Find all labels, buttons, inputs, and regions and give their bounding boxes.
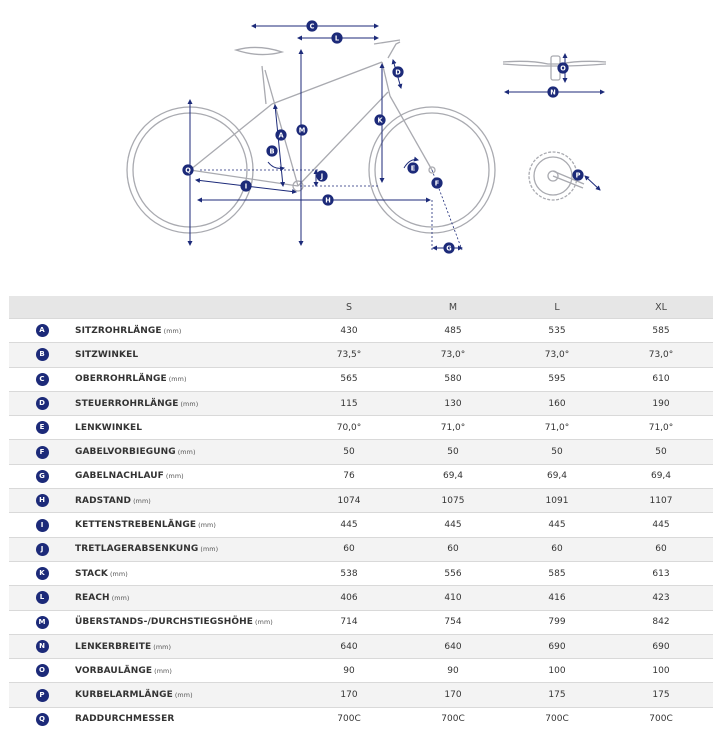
row-key-badge: C [36,373,49,386]
value-cell: 613 [609,561,713,585]
row-key-cell [9,634,75,658]
value-cell: 700C [609,707,713,731]
value-cell: 445 [609,513,713,537]
table-row [9,440,713,464]
row-key-badge: J [36,543,49,556]
svg-text:O: O [560,64,566,72]
svg-text:B: B [269,147,274,155]
value-cell: 115 [297,391,401,415]
svg-text:G: G [446,244,451,252]
row-label-cell [75,489,297,513]
row-key-cell [9,683,75,707]
table-body [9,319,713,731]
row-label: STEUERROHRLÄNGE [75,399,178,409]
row-label-cell [75,416,297,440]
row-key-badge: N [36,640,49,653]
value-cell: 485 [401,319,505,343]
row-label-cell [75,561,297,585]
row-key-cell [9,416,75,440]
svg-text:F: F [435,179,440,187]
row-label: REACH [75,593,110,603]
value-cell: 535 [505,319,609,343]
row-unit: (mm) [154,667,172,675]
row-label-cell [75,683,297,707]
table-row [9,537,713,561]
value-cell: 60 [609,537,713,561]
row-key-badge: L [36,591,49,604]
value-cell: 799 [505,610,609,634]
row-label-cell [75,367,297,391]
row-key-badge: P [36,689,49,702]
dim-line-p [585,176,600,190]
row-label-cell [75,513,297,537]
table-row [9,659,713,683]
row-label-cell [75,707,297,731]
row-key-cell [9,586,75,610]
diagram-callouts [182,20,583,253]
value-cell: 1075 [401,489,505,513]
value-cell: 556 [401,561,505,585]
value-cell: 700C [505,707,609,731]
value-cell: 538 [297,561,401,585]
table-row [9,489,713,513]
table-row [9,416,713,440]
row-unit: (mm) [110,570,128,578]
row-key-badge: F [36,446,49,459]
table-header-row [9,296,713,319]
value-cell: 445 [505,513,609,537]
value-cell: 565 [297,367,401,391]
bike-geometry-diagram [0,0,720,290]
svg-text:E: E [411,164,416,172]
value-cell: 130 [401,391,505,415]
row-unit: (mm) [133,497,151,505]
row-label: GABELNACHLAUF [75,471,164,481]
row-key-cell [9,343,75,367]
size-header-s: S [297,296,401,319]
size-header-m: M [401,296,505,319]
row-label: OBERROHRLÄNGE [75,374,167,384]
row-label: RADSTAND [75,496,131,506]
value-cell: 69,4 [505,464,609,488]
bike-frame-drawing [127,40,495,233]
value-cell: 100 [609,659,713,683]
row-key-cell [9,707,75,731]
table-row [9,586,713,610]
row-label: TRETLAGERABSENKUNG [75,544,198,554]
row-label: SITZWINKEL [75,350,138,360]
handlebar-top-view [503,56,606,80]
table-row [9,561,713,585]
row-key-badge: M [36,616,49,629]
row-key-cell [9,319,75,343]
table-row [9,367,713,391]
row-label-cell [75,610,297,634]
row-key-badge: H [36,494,49,507]
table-row [9,683,713,707]
svg-text:J: J [320,172,323,180]
row-key-cell [9,489,75,513]
value-cell: 430 [297,319,401,343]
row-label: KETTENSTREBENLÄNGE [75,520,196,530]
value-cell: 73,5° [297,343,401,367]
row-label: KURBELARMLÄNGE [75,690,173,700]
value-cell: 90 [401,659,505,683]
row-label: VORBAULÄNGE [75,666,152,676]
row-unit: (mm) [112,594,130,602]
row-key-badge: O [36,664,49,677]
row-key-badge: K [36,567,49,580]
row-key-badge: I [36,519,49,532]
row-label-cell [75,391,297,415]
svg-text:M: M [299,126,306,134]
svg-text:N: N [550,88,556,96]
row-key-badge: Q [36,713,49,726]
value-cell: 50 [401,440,505,464]
value-cell: 50 [505,440,609,464]
value-cell: 1107 [609,489,713,513]
size-header-xl: XL [609,296,713,319]
row-label-cell [75,464,297,488]
row-key-cell [9,464,75,488]
table-row [9,319,713,343]
value-cell: 76 [297,464,401,488]
geometry-table [9,296,713,731]
value-cell: 410 [401,586,505,610]
value-cell: 175 [505,683,609,707]
row-key-cell [9,513,75,537]
value-cell: 73,0° [609,343,713,367]
value-cell: 585 [609,319,713,343]
row-label: STACK [75,569,108,579]
table-row [9,513,713,537]
row-key-cell [9,561,75,585]
value-cell: 610 [609,367,713,391]
row-label: LENKERBREITE [75,642,151,652]
row-unit: (mm) [255,618,273,626]
row-unit: (mm) [178,448,196,456]
value-cell: 71,0° [505,416,609,440]
value-cell: 100 [505,659,609,683]
value-cell: 69,4 [609,464,713,488]
row-label-cell [75,319,297,343]
table-row [9,707,713,731]
header-blank [9,296,75,319]
row-key-badge: D [36,397,49,410]
header-blank [75,296,297,319]
value-cell: 640 [297,634,401,658]
value-cell: 423 [609,586,713,610]
value-cell: 60 [297,537,401,561]
value-cell: 416 [505,586,609,610]
table-row [9,464,713,488]
table-row [9,634,713,658]
value-cell: 842 [609,610,713,634]
value-cell: 640 [401,634,505,658]
row-key-badge: A [36,324,49,337]
value-cell: 595 [505,367,609,391]
row-label: LENKWINKEL [75,423,142,433]
row-key-cell [9,367,75,391]
row-key-badge: G [36,470,49,483]
table-row [9,391,713,415]
row-key-cell [9,391,75,415]
value-cell: 90 [297,659,401,683]
row-key-badge: E [36,421,49,434]
value-cell: 1091 [505,489,609,513]
value-cell: 190 [609,391,713,415]
value-cell: 445 [401,513,505,537]
row-unit: (mm) [166,472,184,480]
value-cell: 700C [297,707,401,731]
value-cell: 60 [505,537,609,561]
row-key-cell [9,440,75,464]
value-cell: 170 [401,683,505,707]
row-key-cell [9,537,75,561]
row-unit: (mm) [200,545,218,553]
value-cell: 690 [505,634,609,658]
svg-text:Q: Q [185,166,191,174]
svg-text:I: I [245,182,247,190]
value-cell: 170 [297,683,401,707]
row-label-cell [75,440,297,464]
svg-text:H: H [325,196,331,204]
row-unit: (mm) [169,375,187,383]
svg-text:D: D [395,68,401,76]
value-cell: 71,0° [609,416,713,440]
size-header-l: L [505,296,609,319]
value-cell: 160 [505,391,609,415]
svg-text:L: L [335,34,340,42]
value-cell: 1074 [297,489,401,513]
value-cell: 71,0° [401,416,505,440]
row-label-cell [75,537,297,561]
row-key-cell [9,659,75,683]
table-row [9,343,713,367]
row-unit: (mm) [175,691,193,699]
row-unit: (mm) [164,327,182,335]
row-label: SITZROHRLÄNGE [75,326,162,336]
row-key-badge: B [36,348,49,361]
row-label-cell [75,634,297,658]
value-cell: 445 [297,513,401,537]
svg-text:C: C [310,22,315,30]
row-label: ÜBERSTANDS-/DURCHSTIEGSHÖHE [75,617,253,627]
value-cell: 69,4 [401,464,505,488]
svg-text:P: P [576,171,581,179]
row-label: GABELVORBIEGUNG [75,447,176,457]
row-label-cell [75,659,297,683]
svg-text:A: A [278,131,284,139]
row-label: RADDURCHMESSER [75,714,174,724]
value-cell: 60 [401,537,505,561]
value-cell: 73,0° [505,343,609,367]
value-cell: 754 [401,610,505,634]
row-unit: (mm) [180,400,198,408]
value-cell: 585 [505,561,609,585]
value-cell: 690 [609,634,713,658]
svg-text:K: K [377,116,383,124]
value-cell: 580 [401,367,505,391]
table-row [9,610,713,634]
row-key-cell [9,610,75,634]
value-cell: 70,0° [297,416,401,440]
value-cell: 700C [401,707,505,731]
value-cell: 406 [297,586,401,610]
value-cell: 73,0° [401,343,505,367]
row-label-cell [75,343,297,367]
row-unit: (mm) [198,521,216,529]
row-label-cell [75,586,297,610]
value-cell: 50 [297,440,401,464]
value-cell: 50 [609,440,713,464]
value-cell: 714 [297,610,401,634]
value-cell: 175 [609,683,713,707]
row-unit: (mm) [153,643,171,651]
